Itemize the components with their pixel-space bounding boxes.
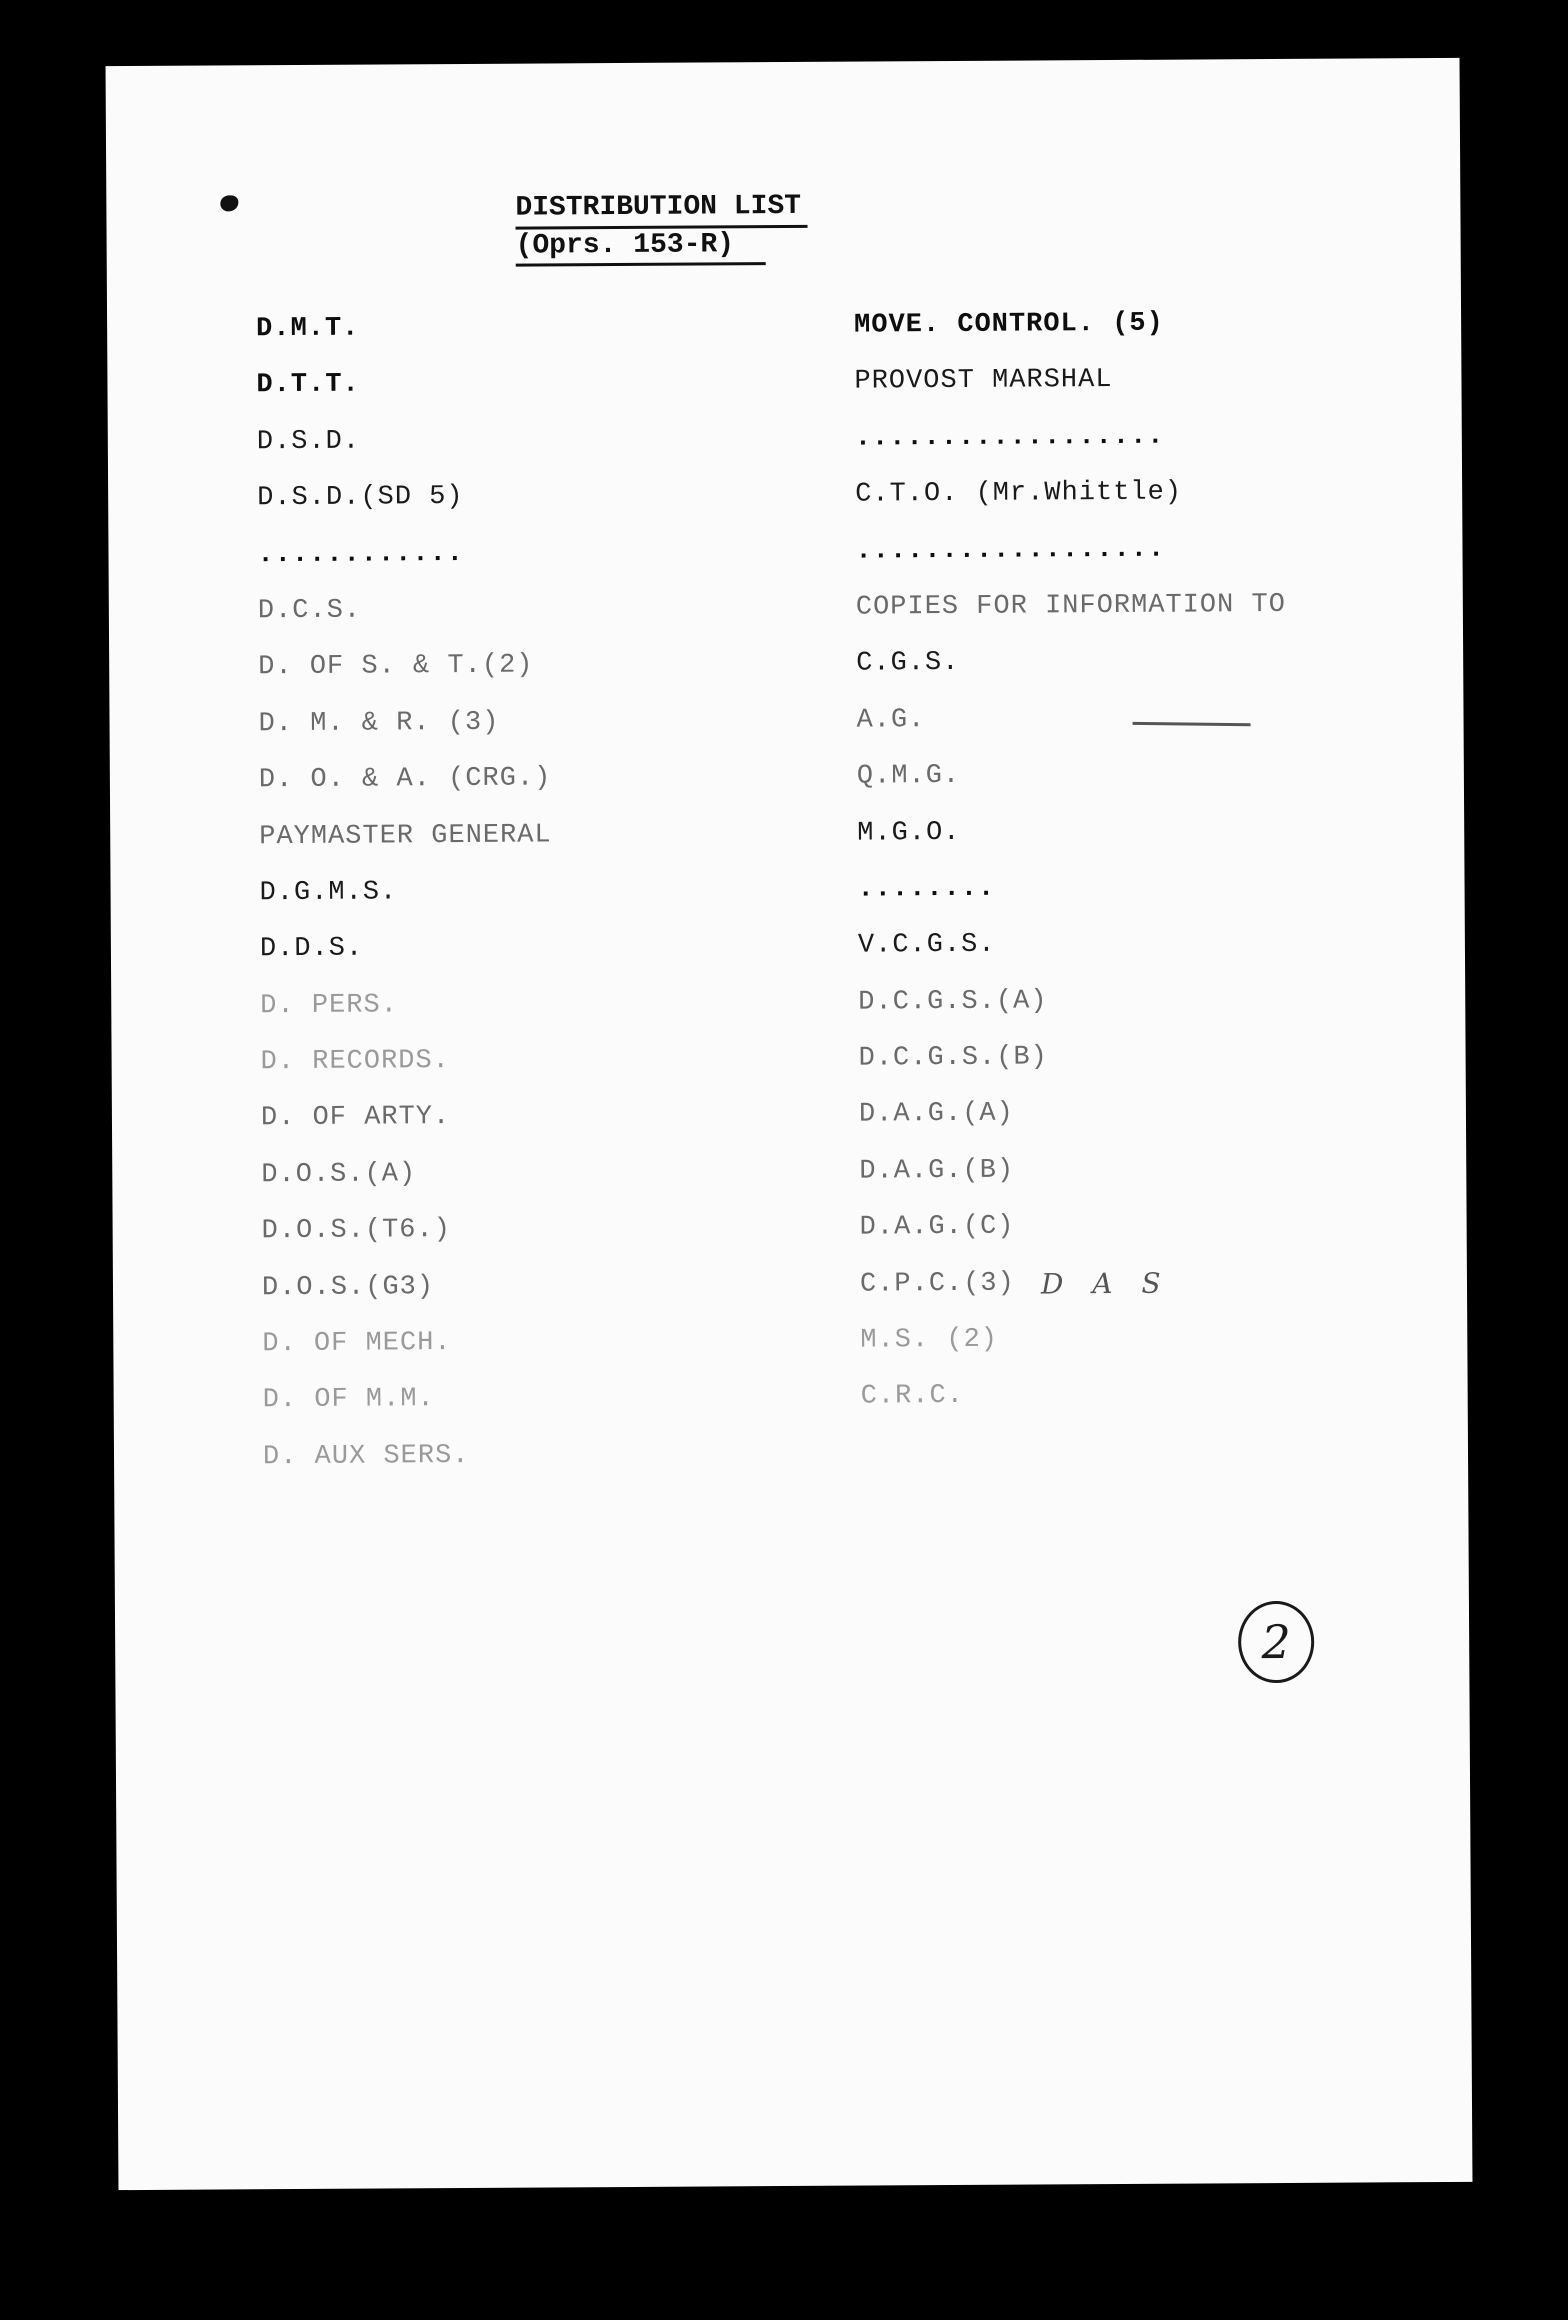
distribution-entry: COPIES FOR INFORMATION TO xyxy=(855,589,1287,623)
heading-title: DISTRIBUTION LIST xyxy=(515,190,807,230)
distribution-entry: PAYMASTER GENERAL xyxy=(259,819,552,852)
distribution-entry: D.M.T. xyxy=(256,313,360,345)
left-distribution-column xyxy=(256,299,556,1485)
distribution-entry: ........ xyxy=(857,873,996,905)
right-distribution-column xyxy=(854,295,1291,1425)
distribution-entry: Q.M.G. xyxy=(856,761,961,792)
distribution-entry: A.G. xyxy=(856,704,926,736)
distribution-entry: D.C.G.S.(A) xyxy=(858,986,1048,1018)
distribution-entry: D. AUX SERS. xyxy=(262,1440,470,1473)
document-heading xyxy=(515,190,807,267)
distribution-entry: M.S. (2) xyxy=(860,1324,999,1356)
distribution-entry: D.T.T. xyxy=(256,369,360,401)
distribution-entry: .................. xyxy=(854,421,1165,454)
distribution-entry: V.C.G.S. xyxy=(857,930,996,961)
distribution-entry: .................. xyxy=(855,534,1166,567)
distribution-entry: C.T.O. (Mr.Whittle) xyxy=(855,477,1183,510)
distribution-entry: D.A.G.(C) xyxy=(859,1211,1015,1243)
distribution-entry: ............ xyxy=(257,538,465,570)
distribution-entry: D. OF ARTY. xyxy=(260,1102,451,1134)
distribution-entry: D.C.G.S.(B) xyxy=(858,1042,1048,1074)
distribution-entry: D.G.M.S. xyxy=(259,877,398,909)
distribution-entry: D.C.S. xyxy=(257,595,362,627)
distribution-entry: D. OF S. & T.(2) xyxy=(258,650,534,683)
distribution-entry: D.D.S. xyxy=(259,933,364,965)
distribution-entry: D. OF M.M. xyxy=(262,1384,435,1416)
distribution-entry: C.R.C. xyxy=(860,1381,964,1412)
page-number: 2 xyxy=(1261,1614,1291,1670)
distribution-entry: D.A.G.(A) xyxy=(858,1099,1014,1131)
distribution-entry: D.S.D. xyxy=(256,426,361,458)
distribution-entry: D. PERS. xyxy=(260,990,398,1021)
heading-reference: (Oprs. 153-R) xyxy=(516,228,766,267)
distribution-entry: D.O.S.(A) xyxy=(261,1159,417,1191)
ink-blot xyxy=(220,195,238,211)
distribution-entry: D. O. & A. (CRG.) xyxy=(258,763,552,796)
document-page xyxy=(106,58,1473,2190)
distribution-entry: D. M. & R. (3) xyxy=(258,707,500,739)
distribution-entry: D.S.D.(SD 5) xyxy=(257,482,464,514)
distribution-entry: D. OF MECH. xyxy=(262,1328,452,1360)
distribution-entry: C.G.S. xyxy=(856,648,960,679)
circled-page-number xyxy=(1238,1601,1314,1683)
distribution-entry: D.A.G.(B) xyxy=(859,1155,1015,1187)
distribution-entry: D.O.S.(G3) xyxy=(261,1271,435,1303)
distribution-entry: MOVE. CONTROL. (5) xyxy=(854,308,1164,341)
distribution-entry: D. RECORDS. xyxy=(260,1046,450,1078)
distribution-entry: D.O.S.(T6.) xyxy=(261,1215,451,1247)
distribution-entry: M.G.O. xyxy=(857,817,961,849)
distribution-entry: C.P.C.(3) xyxy=(859,1268,1015,1300)
distribution-entry: PROVOST MARSHAL xyxy=(854,365,1113,397)
handwritten-annotation: D A S xyxy=(1040,1266,1171,1301)
